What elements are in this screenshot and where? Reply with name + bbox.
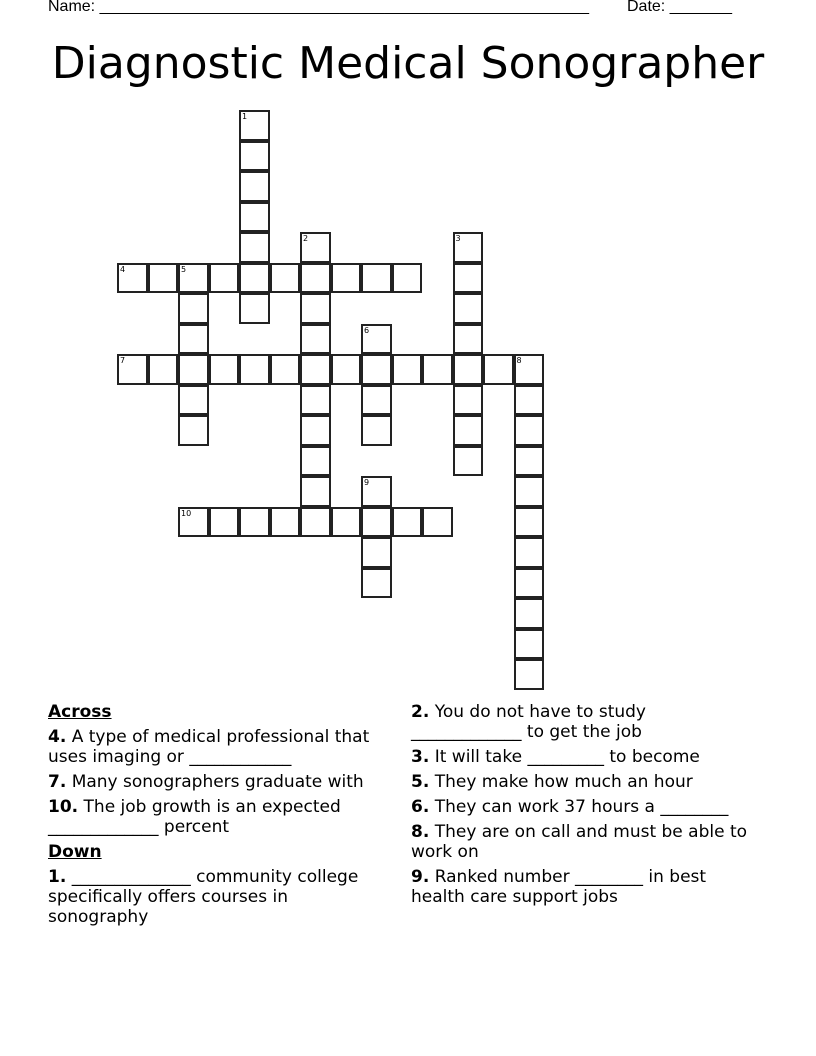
grid-cell[interactable]	[361, 568, 392, 599]
grid-cell[interactable]	[331, 507, 362, 538]
name-field[interactable]: Name: _______________________________________________________	[48, 0, 589, 15]
grid-cell[interactable]	[300, 446, 331, 477]
cell-number: 10	[181, 508, 192, 518]
cell-number: 1	[242, 112, 248, 121]
grid-cell[interactable]	[300, 476, 331, 507]
grid-cell[interactable]	[392, 354, 423, 385]
clue-number: 9.	[411, 867, 430, 887]
cell-number: 3	[455, 234, 461, 243]
grid-cell[interactable]	[453, 263, 484, 294]
grid-cell[interactable]	[239, 110, 270, 141]
grid-cell[interactable]	[239, 354, 270, 385]
grid-cell[interactable]	[483, 354, 514, 385]
grid-cell[interactable]	[361, 354, 392, 385]
clue-text: ______________ community college specifically offers courses in sonography	[48, 867, 359, 927]
grid-cell[interactable]	[270, 507, 301, 538]
grid-cell[interactable]	[361, 507, 392, 538]
grid-cell[interactable]	[453, 354, 484, 385]
grid-cell[interactable]	[209, 263, 240, 294]
clue-number: 2.	[411, 702, 430, 722]
crossword-grid	[117, 110, 577, 710]
grid-cell[interactable]	[239, 507, 270, 538]
clue-down-8	[411, 822, 756, 862]
down-heading: Down	[48, 842, 102, 862]
grid-cell[interactable]	[514, 537, 545, 568]
grid-cell[interactable]	[361, 263, 392, 294]
grid-cell[interactable]	[453, 415, 484, 446]
grid-cell[interactable]	[300, 293, 331, 324]
date-field[interactable]: Date: _______	[627, 0, 732, 15]
grid-cell[interactable]	[453, 385, 484, 416]
grid-cell[interactable]	[331, 263, 362, 294]
grid-cell[interactable]	[239, 232, 270, 263]
clue-text: A type of medical professional that uses imaging or ____________	[48, 727, 370, 767]
clue-text: They make how much an hour	[429, 772, 693, 792]
grid-cell[interactable]	[178, 385, 209, 416]
clue-text: Ranked number ________ in best health care support jobs	[411, 867, 707, 907]
clues-left-column	[48, 702, 393, 932]
grid-cell[interactable]	[300, 354, 331, 385]
clue-text: It will take _________ to become	[429, 747, 700, 767]
cell-number: 4	[120, 264, 126, 274]
grid-cell[interactable]	[361, 324, 392, 355]
grid-cell[interactable]	[209, 507, 240, 538]
grid-cell[interactable]	[514, 629, 545, 660]
grid-cell[interactable]	[178, 263, 209, 294]
grid-cell[interactable]	[300, 507, 331, 538]
grid-cell[interactable]	[514, 507, 545, 538]
grid-cell[interactable]	[148, 263, 179, 294]
grid-cell[interactable]	[300, 263, 331, 294]
clue-text: They are on call and must be able to work on	[411, 822, 748, 862]
grid-cell[interactable]	[514, 476, 545, 507]
grid-cell[interactable]	[422, 354, 453, 385]
grid-cell[interactable]	[239, 293, 270, 324]
clue-text: They can work 37 hours a ________	[429, 797, 729, 817]
grid-cell[interactable]	[300, 415, 331, 446]
clue-number: 8.	[411, 822, 430, 842]
grid-cell[interactable]	[453, 324, 484, 355]
grid-cell[interactable]	[392, 263, 423, 294]
across-heading: Across	[48, 702, 112, 722]
clues-right-column	[411, 702, 756, 912]
grid-cell[interactable]	[422, 507, 453, 538]
clue-number: 4.	[48, 727, 67, 747]
grid-cell[interactable]	[361, 537, 392, 568]
grid-cell[interactable]	[270, 354, 301, 385]
grid-cell[interactable]	[514, 659, 545, 690]
clue-down-3	[411, 747, 756, 767]
grid-cell[interactable]	[178, 324, 209, 355]
grid-cell[interactable]	[117, 263, 148, 294]
grid-cell[interactable]	[300, 385, 331, 416]
grid-cell[interactable]	[270, 263, 301, 294]
grid-cell[interactable]	[239, 263, 270, 294]
clue-text: You do not have to study _____________ to get the job	[411, 702, 646, 742]
grid-cell[interactable]	[178, 293, 209, 324]
clue-down-2	[411, 702, 756, 742]
grid-cell[interactable]	[239, 141, 270, 172]
grid-cell[interactable]	[300, 324, 331, 355]
clue-text: The job growth is an expected _____________ percent	[48, 797, 341, 837]
clue-number: 6.	[411, 797, 430, 817]
grid-cell[interactable]	[453, 446, 484, 477]
grid-cell[interactable]	[514, 598, 545, 629]
grid-cell[interactable]	[178, 507, 209, 538]
grid-cell[interactable]	[209, 354, 240, 385]
clue-down-1	[48, 867, 393, 927]
cell-number: 5	[181, 264, 187, 274]
grid-cell[interactable]	[148, 354, 179, 385]
cell-number: 6	[364, 325, 370, 335]
grid-cell[interactable]	[300, 232, 331, 263]
clue-number: 1.	[48, 867, 67, 887]
page-title: Diagnostic Medical Sonographer	[51, 38, 765, 89]
clue-number: 3.	[411, 747, 430, 767]
cell-number: 8	[516, 356, 522, 365]
grid-cell[interactable]	[361, 385, 392, 416]
grid-cell[interactable]	[178, 415, 209, 446]
grid-cell[interactable]	[239, 171, 270, 202]
clue-number: 5.	[411, 772, 430, 792]
clue-down-9	[411, 867, 756, 907]
clue-number: 7.	[48, 772, 67, 792]
grid-cell[interactable]	[514, 415, 545, 446]
clue-text: Many sonographers graduate with	[66, 772, 364, 792]
grid-cell[interactable]	[117, 354, 148, 385]
grid-cell[interactable]	[178, 354, 209, 385]
grid-cell[interactable]	[331, 354, 362, 385]
grid-cell[interactable]	[514, 568, 545, 599]
cell-number: 2	[303, 234, 309, 243]
clue-across-7	[48, 772, 393, 792]
grid-cell[interactable]	[514, 446, 545, 477]
grid-cell[interactable]	[239, 202, 270, 233]
grid-cell[interactable]	[392, 507, 423, 538]
clue-down-5	[411, 772, 756, 792]
grid-cell[interactable]	[453, 232, 484, 263]
clue-down-6	[411, 797, 756, 817]
clue-across-10	[48, 797, 393, 837]
clue-number: 10.	[48, 797, 79, 817]
cell-number: 7	[120, 356, 126, 365]
grid-cell[interactable]	[514, 385, 545, 416]
clue-across-4	[48, 727, 393, 767]
cell-number: 9	[364, 478, 370, 487]
grid-cell[interactable]	[514, 354, 545, 385]
grid-cell[interactable]	[361, 476, 392, 507]
grid-cell[interactable]	[361, 415, 392, 446]
grid-cell[interactable]	[453, 293, 484, 324]
